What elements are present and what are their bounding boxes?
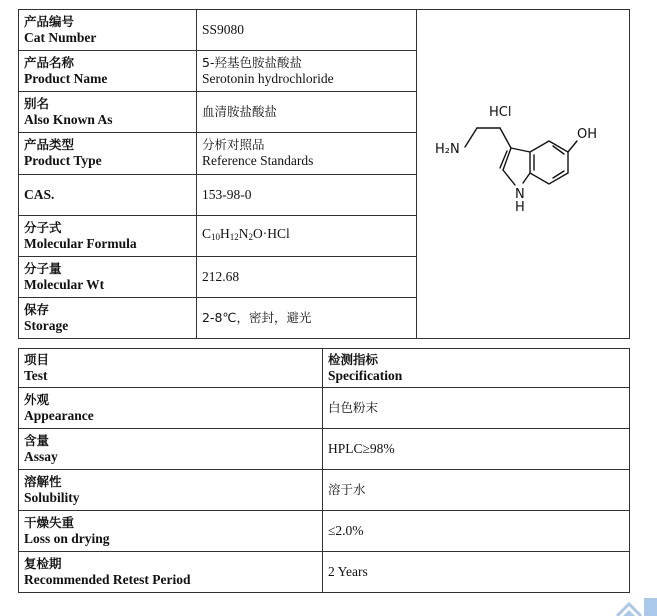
label-zh: 分子量 [24, 260, 62, 276]
value-cell: HPLC≥98% [323, 429, 630, 470]
label-en: Molecular Wt [24, 276, 105, 292]
value-cell: 白色粉末 [323, 388, 630, 429]
label-zh: 保存 [24, 301, 50, 317]
product-name-en: Serotonin hydrochloride [202, 71, 334, 87]
product-type-en: Reference Standards [202, 153, 314, 169]
label-cell [19, 297, 197, 338]
label-zh: 分子式 [24, 219, 62, 235]
value-cell [197, 256, 417, 297]
cat-number-value: SS9080 [202, 22, 245, 38]
oh-label: OH [577, 127, 598, 142]
label-en: CAS. [24, 186, 55, 202]
label-cell: 外观 Appearance [19, 388, 323, 429]
nh-h-label: H [515, 200, 525, 215]
spec-header: 检测指标 Specification [323, 349, 630, 388]
label-cell [19, 10, 197, 51]
amine-label: H₂N [435, 142, 460, 157]
label-en: Storage [24, 317, 69, 333]
product-type-zh: 分析对照品 [202, 137, 265, 153]
label-cell: 复检期 Recommended Retest Period [19, 552, 323, 593]
label-cell: 干燥失重 Loss on drying [19, 511, 323, 552]
value-cell: 2 Years [323, 552, 630, 593]
label-cell: 溶解性 Solubility [19, 470, 323, 511]
label-en: Molecular Formula [24, 235, 137, 251]
test-header: 项目 Test [19, 349, 323, 388]
nh-label: N [515, 187, 525, 202]
label-zh: 产品类型 [24, 137, 75, 153]
alias-value: 血清胺盐酸盐 [202, 104, 278, 120]
serotonin-structure-image [417, 10, 630, 334]
label-en: Also Known As [24, 112, 113, 128]
value-cell [197, 10, 417, 51]
info-row-cat-number [19, 10, 630, 51]
mw-value: 212.68 [202, 268, 240, 284]
spec-header-row [19, 349, 630, 388]
label-cell [19, 174, 197, 215]
storage-value: 2-8℃，密封，避光 [202, 309, 312, 325]
spec-row-solubility [19, 470, 630, 511]
value-cell: ≤2.0% [323, 511, 630, 552]
value-cell [197, 92, 417, 133]
label-zh: 产品名称 [24, 55, 75, 71]
label-cell [19, 133, 197, 174]
label-cell: 含量 Assay [19, 429, 323, 470]
value-cell [197, 174, 417, 215]
value-cell [197, 51, 417, 92]
value-cell [197, 133, 417, 174]
product-name-zh: 5-羟基色胺盐酸盐 [202, 55, 302, 71]
label-cell [19, 51, 197, 92]
spec-row-loss-on-drying [19, 511, 630, 552]
value-cell: 溶于水 [323, 470, 630, 511]
watermark-logo [557, 586, 657, 616]
spec-row-appearance [19, 388, 630, 429]
specification-table [18, 348, 630, 593]
spec-row-retest-period [19, 552, 630, 593]
structure-cell [417, 10, 630, 339]
label-cell [19, 92, 197, 133]
product-info-table [18, 9, 630, 339]
formula-value: $C_{10}H_{12}N_2O\cdot HCl$ [197, 215, 417, 256]
value-cell [197, 297, 417, 338]
label-zh: 别名 [24, 96, 50, 112]
label-en: Product Name [24, 71, 108, 87]
label-cell [19, 215, 197, 256]
hcl-label: HCl [489, 105, 512, 120]
spec-row-assay [19, 429, 630, 470]
label-en: Cat Number [24, 30, 97, 46]
cas-value: 153-98-0 [202, 186, 252, 202]
label-cell [19, 256, 197, 297]
label-en: Product Type [24, 153, 102, 169]
label-zh: 产品编号 [24, 14, 75, 30]
